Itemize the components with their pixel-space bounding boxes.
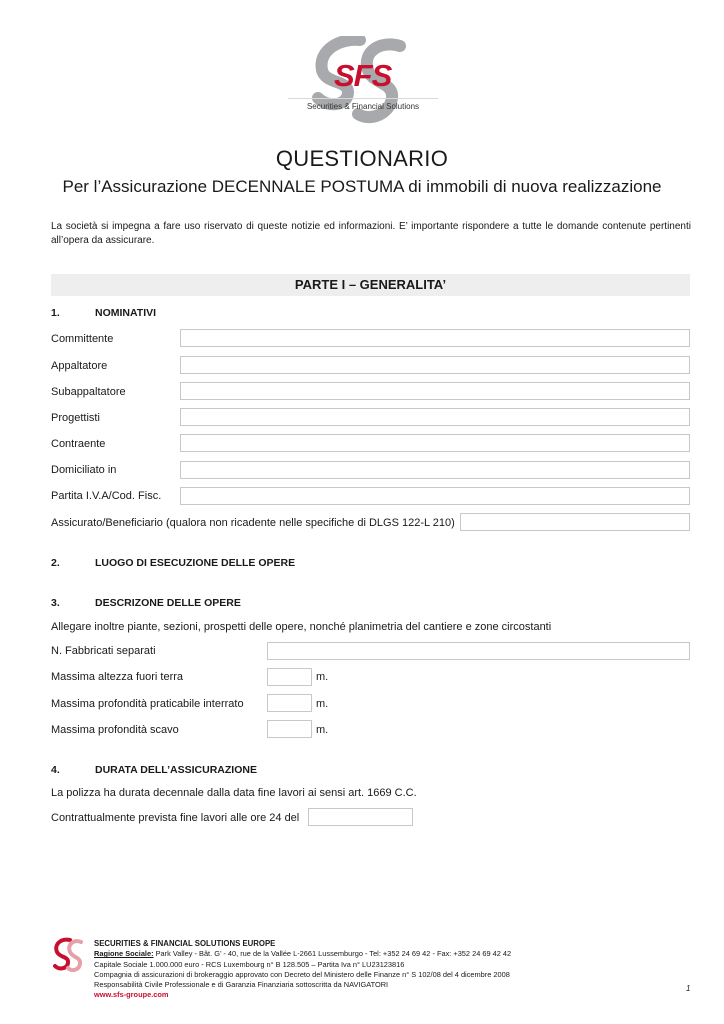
altezza-field[interactable] (267, 668, 312, 686)
section-1-title: NOMINATIVI (95, 307, 157, 319)
committente-field[interactable] (180, 329, 690, 347)
profondita-scavo-field[interactable] (267, 720, 312, 738)
subappaltatore-label: Subappaltatore (51, 386, 126, 398)
footer-decree: Compagnia di assicurazioni di brokeraggio approvato con Decreto del Ministero delle Finanze n° S 102/08 del 4 dicembre 2008 (94, 969, 510, 979)
section-1-number: 1. (51, 307, 60, 319)
profondita-interrato-unit: m. (316, 698, 329, 710)
profondita-interrato-field[interactable] (267, 694, 312, 712)
footer-capital: Capitale Sociale 1.000.000 euro - RCS Luxembourg n° B 128.505 – Partita Iva n° LU23123816 (94, 959, 405, 969)
section-3-note: Allegare inoltre piante, sezioni, prospetti delle opere, nonché planimetria del cantiere e zone circostanti (51, 621, 552, 633)
section-3-title: DESCRIZONE DELLE OPERE (95, 597, 241, 609)
part-title: PARTE I – GENERALITA’ (51, 274, 690, 296)
profondita-scavo-unit: m. (316, 724, 329, 736)
partita-iva-field[interactable] (180, 487, 690, 505)
page-subtitle: Per l’Assicurazione DECENNALE POSTUMA di immobili di nuova realizzazione (62, 177, 662, 196)
assicurato-field[interactable] (460, 513, 690, 531)
altezza-unit: m. (316, 671, 329, 683)
altezza-label: Massima altezza fuori terra (51, 671, 184, 683)
fine-lavori-field[interactable] (308, 808, 413, 826)
contraente-label: Contraente (51, 438, 106, 450)
page-title: QUESTIONARIO (275, 146, 449, 171)
domiciliato-field[interactable] (180, 461, 690, 479)
footer-info (94, 939, 654, 1001)
progettisti-field[interactable] (180, 408, 690, 426)
footer-address (94, 949, 654, 959)
appaltatore-field[interactable] (180, 356, 690, 374)
progettisti-label: Progettisti (51, 412, 100, 424)
section-2-number: 2. (51, 557, 60, 569)
logo-text: SFS (334, 58, 392, 93)
footer-website-link[interactable]: www.sfs-groupe.com (94, 990, 169, 1000)
footer-liability: Responsabilità Civile Professionale e di Garanzia Finanziaria sottoscritta da NAVIGATORI (94, 980, 389, 990)
footer-ragione-text: Park Valley - Bât. G’ - 40, rue de la Vallée L-2661 Lussemburgo - Tel: +352 24 69 42 - Fax: +352 24 69 42 42 (153, 949, 512, 959)
page-number: 1 (686, 984, 691, 993)
domiciliato-label: Domiciliato in (51, 464, 117, 476)
fabbricati-label: N. Fabbricati separati (51, 645, 156, 657)
fine-lavori-label: Contrattualmente prevista fine lavori alle ore 24 del (51, 812, 300, 824)
assicurato-label: Assicurato/Beneficiario (qualora non ricadente nelle specifiche di DLGS 122-L 210) (51, 517, 455, 529)
profondita-interrato-label: Massima profondità praticabile interrato (51, 698, 244, 710)
profondita-scavo-label: Massima profondità scavo (51, 724, 179, 736)
subappaltatore-field[interactable] (180, 382, 690, 400)
partita-iva-label: Partita I.V.A/Cod. Fisc. (51, 490, 162, 502)
contraente-field[interactable] (180, 434, 690, 452)
sfs-logo (288, 36, 438, 132)
footer-sfs-logo-icon (52, 937, 84, 973)
footer-company: SECURITIES & FINANCIAL SOLUTIONS EUROPE (94, 939, 276, 948)
section-4-title: DURATA DELL’ASSICURAZIONE (95, 764, 257, 776)
section-4-number: 4. (51, 764, 60, 776)
fabbricati-field[interactable] (267, 642, 690, 660)
logo-tagline: Securities & Financial Solutions (306, 102, 420, 111)
section-4-note: La polizza ha durata decennale dalla data fine lavori ai sensi art. 1669 C.C. (51, 787, 417, 799)
committente-label: Committente (51, 333, 114, 345)
section-2-title: LUOGO DI ESECUZIONE DELLE OPERE (95, 557, 296, 569)
footer-ragione-label: Ragione Sociale: (94, 949, 154, 959)
section-3-number: 3. (51, 597, 60, 609)
intro-text: La società si impegna a fare uso riservato di queste notizie ed informazioni. E’ importante rispondere a tutte le domande contenute pertinenti all’opera da assicurare. (51, 221, 691, 246)
appaltatore-label: Appaltatore (51, 360, 108, 372)
